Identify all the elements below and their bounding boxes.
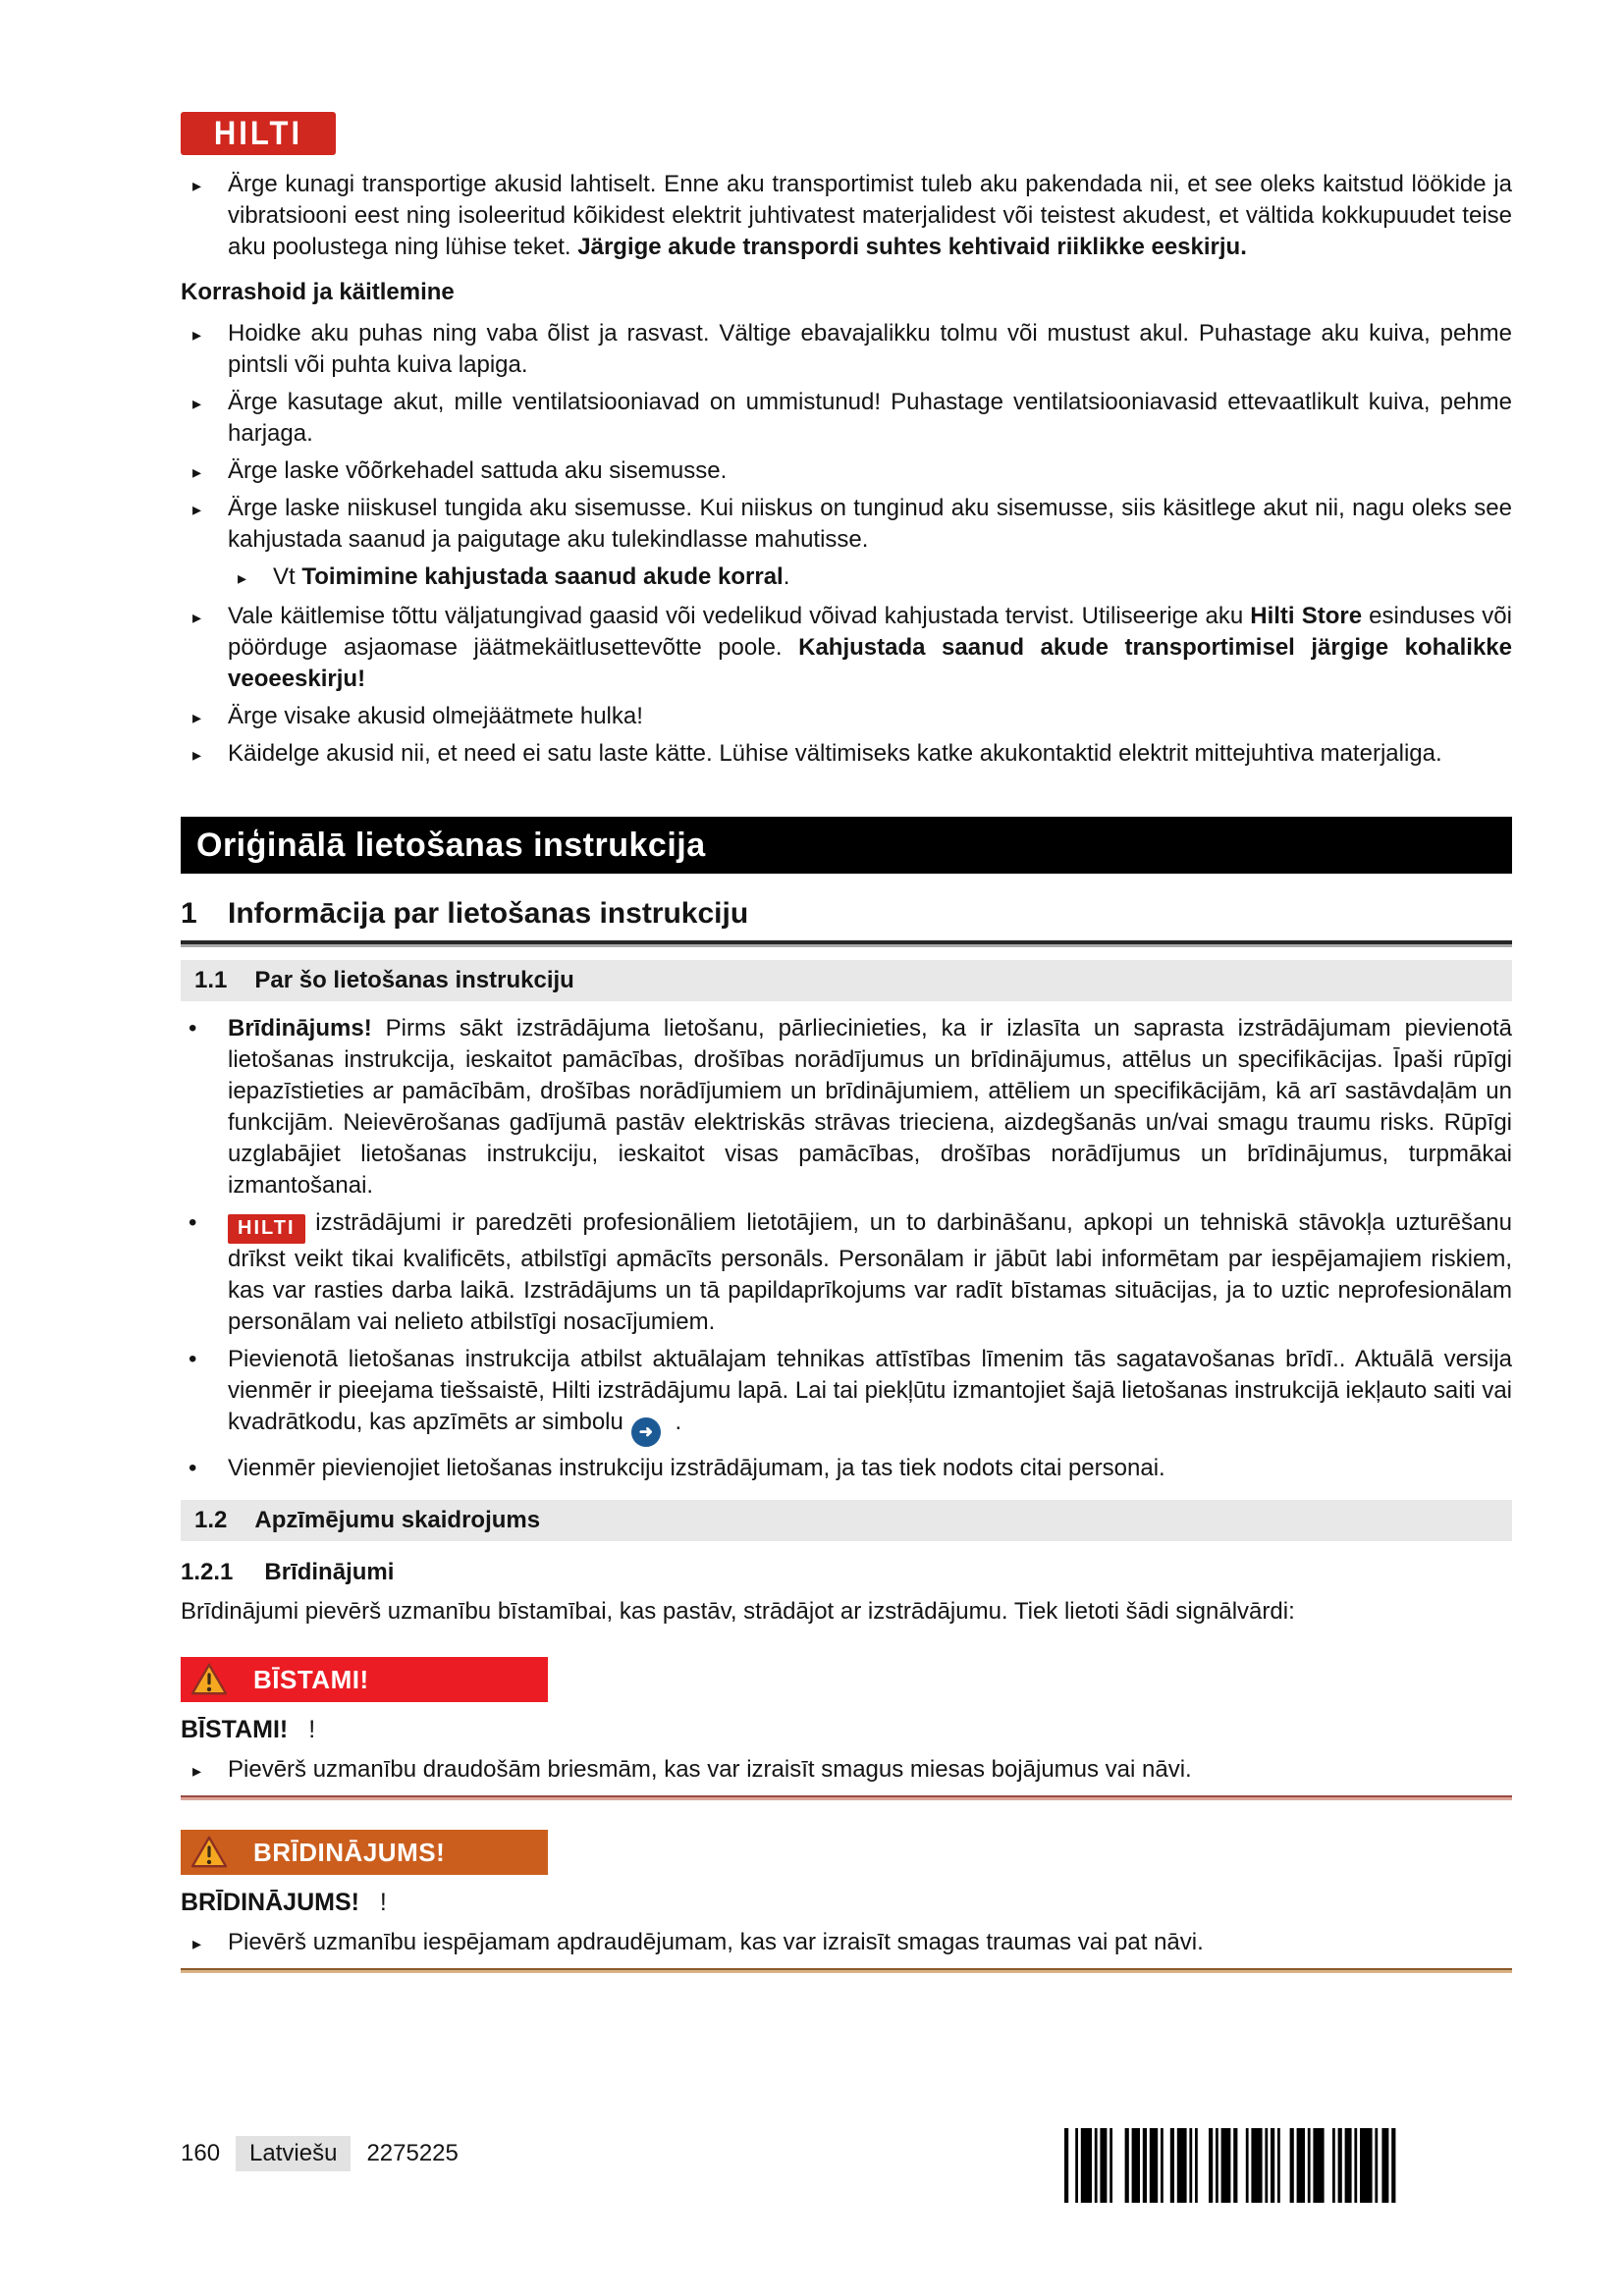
maintenance-bullet <box>181 493 1512 556</box>
bullet-triangle-icon: ▸ <box>192 1761 202 1781</box>
hilti-logo-text: HILTI <box>213 113 303 153</box>
maintenance-bullet <box>181 601 1512 695</box>
safety-bullet-text: Ärge kunagi transportige akusid lahtiselt. Enne aku transportimist tuleb aku pakendada nii, et see oleks kaitstud löökide ja vibratsiooni eest ning isoleeritud kõikidest elektrit juhtivatest materjalidest või teistest akudest, et vältida kokkupuudet teise aku poolustega ning lühise teket. Järgige akude transpordi suhtes kehtivaid riiklikke eeskirju. <box>228 171 1512 260</box>
section-title: Informācija par lietošanas instrukciju <box>228 897 749 930</box>
maintenance-sub-bullet-text: Vt Toimimine kahjustada saanud akude korral. <box>273 563 790 590</box>
maintenance-bullet-text: Hoidke aku puhas ning vaba õlist ja rasvast. Vältige ebavajalikku tolmu või mustust akul. Puhastage aku kuiva, pehme pintsli või puhta kuiva lapiga. <box>228 320 1512 378</box>
section-bar-1-1 <box>181 960 1512 1001</box>
bullet-triangle-icon: ▸ <box>192 608 202 627</box>
bullet-dot-icon: • <box>189 1015 197 1041</box>
footer-language: Latviešu <box>236 2136 351 2171</box>
estonian-safety-list <box>181 169 1512 263</box>
info-bullet <box>181 1013 1512 1201</box>
section-number: 1.1 <box>194 967 228 993</box>
maintenance-bullet-text: Käidelge akusid nii, et need ei satu laste kätte. Lühise vältimiseks katke akukontaktid elektrit mittejuhtiva materjaliga. <box>228 740 1442 767</box>
danger-bullet <box>181 1754 1512 1786</box>
info-bullet-text: HILTI izstrādājumi ir paredzēti profesionāliem lietotājiem, un to darbināšanu, apkopi un tehniskā stāvokļa uzturēšanu drīkst veikt tikai kvalificēts, atbilstīgi apmācīts personāls. Personālam ir jābūt labi informētam par iespējamajiem riskiem, kas var rasties darba laikā. Izstrādājums un tā papildaprīkojums var radīt bīstamas situācijas, ja to uztic neprofesionālam personālam vai nelieto atbilstīgi nosacījumiem. <box>228 1209 1512 1335</box>
section-number: 1.2 <box>194 1507 228 1533</box>
section-bar-1-2 <box>181 1500 1512 1541</box>
inline-hilti-logo: HILTI <box>228 1214 305 1244</box>
warning-signal-box <box>181 1830 548 1875</box>
bullet-triangle-icon: ▸ <box>192 176 202 195</box>
estonian-maintenance-list <box>181 318 1512 770</box>
info-bullet-text: Pievienotā lietošanas instrukcija atbilst aktuālajam tehnikas attīstības līmenim tās sagatavošanas brīdī.. Aktuālā versija vienmēr ir pieejama tiešsaistē, Hilti izstrādājumu lapā. Lai tai piekļūtu izmantojiet šajā lietošanas instrukcijā iekļauto saiti vai kvadrātkodu, kas apzīmēts ar simbolu ➜ . <box>228 1346 1512 1435</box>
danger-bullet-text: Pievērš uzmanību draudošām briesmām, kas var izraisīt smagus miesas bojājumus vai nāvi. <box>228 1756 1192 1783</box>
section-title: Apzīmējumu skaidrojums <box>254 1507 541 1533</box>
warning-bullet <box>181 1927 1512 1958</box>
danger-bullet-list <box>181 1754 1512 1786</box>
info-bullet-text: Vienmēr pievienojiet lietošanas instrukciju izstrādājumam, ja tas tiek nodots citai personai. <box>228 1455 1165 1481</box>
maintenance-bullet <box>181 738 1512 770</box>
bullet-triangle-icon: ▸ <box>238 568 247 588</box>
footer-page-number: 160 <box>181 2140 221 2166</box>
bullet-triangle-icon: ▸ <box>192 394 202 413</box>
maintenance-bullet <box>181 455 1512 487</box>
maintenance-sub-bullet <box>181 561 1512 593</box>
info-bullet <box>181 1344 1512 1447</box>
warning-triangle-icon <box>190 1836 228 1869</box>
danger-divider <box>181 1795 1512 1800</box>
info-bullet-text: Brīdinājums! Pirms sākt izstrādājuma lietošanu, pārliecinieties, ka ir izlasīta un saprasta izstrādājumam pievienotā lietošanas instrukcija, ieskaitot pamācības, drošības norādījumus un brīdinājumus, attēlus un specifikācijas. Īpaši rūpīgi iepazīstieties ar pamācībām, drošības norādījumiem un brīdinājumiem, attēliem un specifikācijām, kā arī sastāvdaļām un funkcijām. Neievērošanas gadījumā pastāv elektriskās strāvas trieciena, aizdegšanās un/vai smagu traumu risks. Rūpīgi uzglabājiet lietošanas instrukciju, ieskaitot visas pamācības, drošības norādījumus un brīdinājumus, turpmākai izmantošanai. <box>228 1015 1512 1199</box>
lv-info-list <box>181 1013 1512 1484</box>
section-rule <box>181 940 1512 944</box>
bullet-dot-icon: • <box>189 1209 197 1236</box>
maintenance-bullet <box>181 318 1512 381</box>
warning-word-line: BRĪDINĀJUMS! ! <box>181 1889 387 1916</box>
link-symbol-icon: ➜ <box>631 1417 661 1447</box>
page-footer <box>181 2136 459 2171</box>
subsection-heading-1-2-1 <box>181 1559 1512 1586</box>
signal-words-intro: Brīdinājumi pievērš uzmanību bīstamībai, kas pastāv, strādājot ar izstrādājumu. Tiek lietoti šādi signālvārdi: <box>181 1598 1295 1625</box>
bullet-dot-icon: • <box>189 1346 197 1372</box>
info-bullet <box>181 1207 1512 1338</box>
maintenance-heading: Korrashoid ja käitlemine <box>181 279 455 305</box>
bullet-triangle-icon: ▸ <box>192 462 202 482</box>
hilti-logo <box>181 112 336 155</box>
warning-label: BRĪDINĀJUMS! <box>253 1837 446 1867</box>
bullet-triangle-icon: ▸ <box>192 1934 202 1953</box>
lv-title-banner: Oriģinālā lietošanas instrukcija <box>181 817 1512 874</box>
danger-label: BĪSTAMI! <box>253 1664 369 1694</box>
section-number: 1 <box>181 897 197 930</box>
section-title: Par šo lietošanas instrukciju <box>254 967 574 993</box>
safety-bullet <box>181 169 1512 263</box>
warning-bullet-text: Pievērš uzmanību iespējamam apdraudējumam, kas var izraisīt smagas traumas vai pat nāvi. <box>228 1929 1204 1955</box>
bullet-triangle-icon: ▸ <box>192 708 202 727</box>
section-number: 1.2.1 <box>181 1559 234 1585</box>
warning-triangle-icon <box>190 1663 228 1696</box>
bullet-dot-icon: • <box>189 1455 197 1481</box>
danger-word-line: BĪSTAMI! ! <box>181 1716 316 1743</box>
maintenance-bullet-text: Ärge laske niiskusel tungida aku sisemusse. Kui niiskus on tunginud aku sisemusse, siis käsitlege akut nii, nagu oleks see kahjustada saanud ja paigutage aku tulekindlasse mahutisse. <box>228 495 1512 553</box>
maintenance-bullet-text: Ärge kasutage akut, mille ventilatsiooniavad on ummistunud! Puhastage ventilatsiooniavasid ettevaatlikult kuiva, pehme harjaga. <box>228 389 1512 447</box>
section-title: Brīdinājumi <box>264 1559 395 1585</box>
maintenance-bullet-text: Ärge visake akusid olmejäätmete hulka! <box>228 703 643 729</box>
maintenance-bullet <box>181 387 1512 450</box>
warning-divider <box>181 1968 1512 1973</box>
warning-bullet-list <box>181 1927 1512 1958</box>
bullet-triangle-icon: ▸ <box>192 325 202 345</box>
footer-doc-number: 2275225 <box>366 2140 459 2166</box>
bullet-triangle-icon: ▸ <box>192 500 202 519</box>
maintenance-bullet-text: Ärge laske võõrkehadel sattuda aku sisemusse. <box>228 457 728 484</box>
bullet-triangle-icon: ▸ <box>192 745 202 765</box>
maintenance-bullet-text: Vale käitlemise tõttu väljatungivad gaasid või vedelikud võivad kahjustada tervist. Utiliseerige aku Hilti Store esinduses või pöörduge asjaomase jäätmekäitlusettevõtte poole. Kahjustada saanud akude transportimisel järgige kohalikke veoeeskirju! <box>228 603 1512 692</box>
section-heading-1 <box>181 897 1512 931</box>
maintenance-bullet <box>181 701 1512 732</box>
info-bullet <box>181 1453 1512 1484</box>
danger-signal-box <box>181 1657 548 1702</box>
barcode <box>1064 2128 1398 2203</box>
